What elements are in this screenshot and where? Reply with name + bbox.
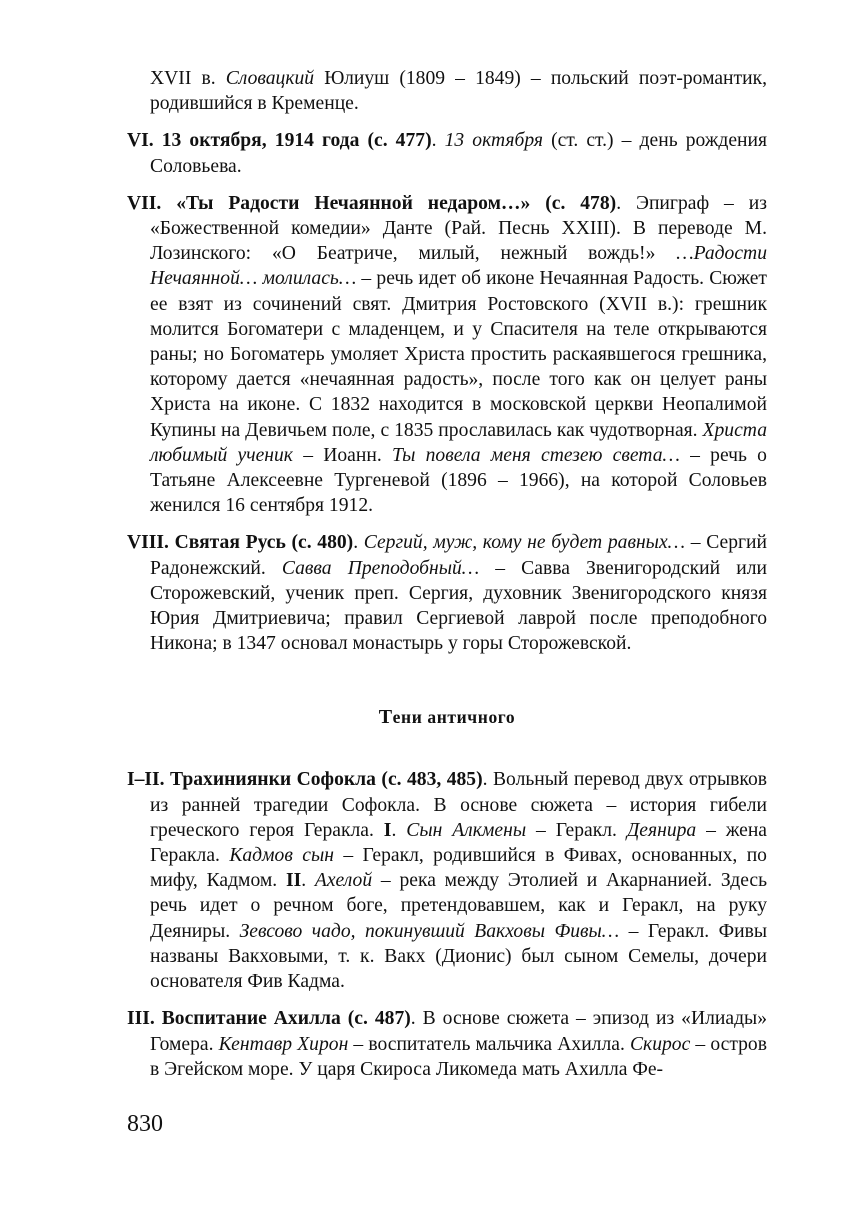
entry-i-ii (127, 767, 767, 994)
quoted-phrase: …Радости Нечаянной… молилась… (150, 243, 767, 290)
entry-heading: VIII. Святая Русь (с. 480) (127, 532, 354, 554)
entry-cont (127, 66, 767, 116)
entry-text: XVII в. (150, 68, 226, 89)
quoted-phrase: Словацкий (225, 68, 315, 89)
entry-text: . (301, 870, 315, 892)
entry-text: . (353, 532, 364, 554)
quoted-phrase: Кентавр Хирон (218, 1033, 349, 1055)
entry-text: – остров в Эгейском море. У царя Скироса Ликомеда мать Ахилла Фе- (150, 1033, 767, 1080)
quoted-phrase: Ахелой (314, 870, 373, 892)
section-title (127, 706, 767, 729)
section-title-initial: Т (378, 706, 393, 729)
entry-heading: I (383, 819, 392, 841)
entry-text: – речь о Татьяне Алексеевне Тургеневой (1896 – 1966), на которой Соловьев женился 16 сентября 1912. (150, 444, 767, 517)
commentary-entries-top (127, 66, 767, 656)
commentary-entries-bottom (127, 767, 767, 1081)
entry-text: . В основе сюжета – эпизод из «Илиады» Гомера. (150, 1008, 768, 1055)
section-title-rest: ени античного (392, 707, 516, 728)
entry-text: – воспитатель мальчика Ахилла. (348, 1033, 630, 1055)
entry-text: (ст. ст.) – день рождения Соловьева. (150, 130, 768, 177)
quoted-phrase: Ты повела меня стезею света… (391, 444, 680, 466)
quoted-phrase: Скирос (629, 1033, 691, 1055)
entry-heading: VII. «Ты Радости Нечаянной недаром…» (с. 478) (127, 192, 617, 214)
quoted-phrase: Сергий, муж, кому не будет равных… (363, 532, 686, 554)
entry-text: . Эпиграф – из «Божественной комедии» Данте (Рай. Песнь XXIII). В переводе М. Лозинского: «О Беатриче, милый, нежный вождь!» (150, 192, 767, 265)
entry-text: . Вольный перевод двух отрывков из ранней трагедии Софокла. В основе сюжета – история гибели греческого героя Геракла. (150, 769, 767, 841)
entry-text: Юлиуш (1809 – 1849) – польский поэт-романтик, родившийся в Кременце. (150, 68, 768, 115)
quoted-phrase: Кадмов сын (229, 845, 334, 867)
entry-text: – Геракл. Фивы названы Вакховыми, т. к. Вакх (Дионис) был сыном Семелы, дочери основателя Фив Кадма. (150, 920, 767, 993)
entry-vi (127, 128, 767, 178)
entry-heading: II (285, 870, 302, 892)
entry-text: – жена Геракла. (150, 819, 768, 867)
entry-iii (127, 1006, 767, 1082)
entry-text: . (391, 819, 407, 841)
quoted-phrase: Сын Алкмены (406, 819, 527, 841)
quoted-phrase: Христа любимый ученик (150, 419, 767, 466)
quoted-phrase: Зевсово чадо, покинувший Вакховы Фивы… (239, 920, 620, 942)
entry-heading: I–II. Трахиниянки Софокла (с. 483, 485) (127, 769, 483, 791)
entry-text: – Сергий Радонежский. (150, 532, 768, 579)
entry-text: – река между Этолией и Акарнанией. Здесь речь идет о речном боге, претендовавшем, как и Геракл, на руку Деяниры. (150, 870, 768, 942)
entry-heading: VI. 13 октября, 1914 года (с. 477) (127, 130, 432, 152)
page-number: 830 (127, 1111, 163, 1137)
entry-viii (127, 530, 767, 656)
entry-text: – Геракл, родившийся в Фивах, основанных, по мифу, Кадмом. (150, 845, 767, 892)
entry-text: – Савва Звенигородский или Сторожевский, ученик преп. Сергия, духовник Звенигородского князя Юрия Дмитриевича; правил Сергиевой лаврой после преподобного Никона; в 1347 основал монастырь у горы Сторожевской. (150, 557, 767, 655)
page-body (127, 66, 767, 1094)
entry-text: . (431, 130, 445, 152)
quoted-phrase: Савва Преподобный… (281, 557, 480, 579)
entry-text: – Иоанн. (292, 444, 392, 466)
quoted-phrase: 13 октября (444, 130, 543, 152)
quoted-phrase: Деянира (626, 819, 697, 841)
entry-vii (127, 191, 767, 519)
entry-text: – Геракл. (526, 819, 627, 841)
entry-text: – речь идет об иконе Нечаянная Радость. Сюжет ее взят из сочинений свят. Дмитрия Ростовского (XVII в.): грешник молится Богоматери с младенцем, и у Спасителя на теле открываются раны; но Богоматерь умоляет Христа простить раскаявшегося грешника, которому дается «нечаянная радость», после того как он целует раны Христа на иконе. С 1832 находится в московской церкви Неопалимой Купины на Девичьем поле, с 1835 прославилась как чудотворная. (150, 268, 767, 441)
entry-heading: III. Воспитание Ахилла (с. 487) (127, 1008, 411, 1030)
